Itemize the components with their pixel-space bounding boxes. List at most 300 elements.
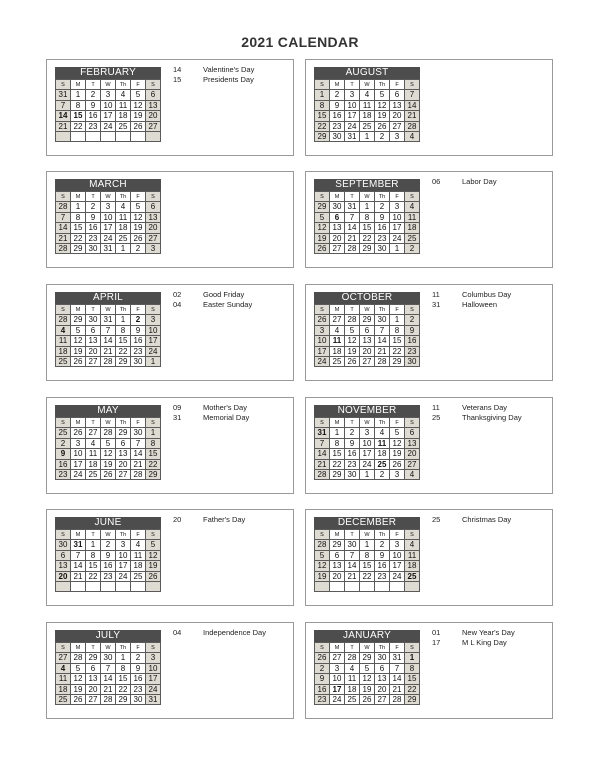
weekday-header: S <box>405 305 420 315</box>
day-cell: 2 <box>131 653 146 663</box>
day-cell: 28 <box>345 653 360 663</box>
day-cell: 28 <box>101 428 116 438</box>
day-cell: 26 <box>71 695 86 705</box>
day-cell: 10 <box>101 213 116 223</box>
day-cell: 7 <box>390 664 405 674</box>
day-cell: 31 <box>101 315 116 325</box>
day-cell: 24 <box>360 460 375 470</box>
day-cell: 25 <box>86 470 101 480</box>
day-cell: 27 <box>146 234 161 244</box>
day-cell: 24 <box>146 685 161 695</box>
day-cell: 13 <box>330 561 345 571</box>
day-cell: 4 <box>405 540 420 550</box>
day-cell: 13 <box>56 561 71 571</box>
day-cell: 14 <box>390 674 405 684</box>
day-cell: 20 <box>86 685 101 695</box>
day-cell: 8 <box>390 326 405 336</box>
day-cell: 19 <box>71 347 86 357</box>
weekday-header: S <box>315 80 330 90</box>
day-cell: 3 <box>330 664 345 674</box>
day-cell: 6 <box>56 551 71 561</box>
weekday-header: M <box>330 305 345 315</box>
weekday-header: W <box>360 418 375 428</box>
day-cell: 26 <box>146 572 161 582</box>
day-cell: 7 <box>56 101 71 111</box>
day-cell: 25 <box>56 428 71 438</box>
day-cell: 14 <box>56 111 71 121</box>
holiday-date: 14 <box>173 65 182 74</box>
day-cell: 19 <box>375 111 390 121</box>
day-cell: 28 <box>56 315 71 325</box>
weekday-header: S <box>56 305 71 315</box>
weekday-header: W <box>360 643 375 653</box>
day-cell: 20 <box>330 572 345 582</box>
day-cell: 18 <box>345 685 360 695</box>
day-cell <box>405 582 420 592</box>
day-cell: 21 <box>56 234 71 244</box>
day-cell: 29 <box>116 428 131 438</box>
weekday-header: W <box>360 530 375 540</box>
day-cell: 27 <box>330 315 345 325</box>
month-panel-april <box>46 284 294 381</box>
day-cell: 3 <box>360 428 375 438</box>
day-cell: 28 <box>405 122 420 132</box>
month-calendar <box>314 517 420 592</box>
day-cell: 15 <box>360 223 375 233</box>
day-cell: 16 <box>330 111 345 121</box>
day-cell: 2 <box>405 315 420 325</box>
month-calendar <box>314 630 420 705</box>
day-cell: 7 <box>405 90 420 100</box>
weekday-header: S <box>146 418 161 428</box>
month-panel-october <box>305 284 553 381</box>
day-cell: 14 <box>71 561 86 571</box>
day-cell: 5 <box>146 540 161 550</box>
day-cell: 4 <box>86 439 101 449</box>
weekday-header: T <box>345 530 360 540</box>
holiday-date: 15 <box>173 75 182 84</box>
day-cell: 29 <box>116 357 131 367</box>
day-cell: 4 <box>345 664 360 674</box>
month-name: SEPTEMBER <box>314 179 420 191</box>
holiday-list <box>432 290 511 310</box>
weekday-header: F <box>131 530 146 540</box>
day-cell: 20 <box>360 347 375 357</box>
holiday-date: 17 <box>432 638 441 647</box>
day-cell: 2 <box>131 315 146 325</box>
weekday-header: Th <box>375 530 390 540</box>
month-panel-march <box>46 171 294 268</box>
weekday-header: Th <box>116 418 131 428</box>
day-cell: 5 <box>360 664 375 674</box>
day-cell: 10 <box>330 674 345 684</box>
day-cell: 18 <box>375 449 390 459</box>
day-cell: 23 <box>56 470 71 480</box>
day-cell: 21 <box>405 111 420 121</box>
day-cell: 22 <box>116 347 131 357</box>
weekday-header: Th <box>375 305 390 315</box>
day-cell: 9 <box>86 213 101 223</box>
day-cell: 28 <box>375 357 390 367</box>
day-cell: 11 <box>131 551 146 561</box>
day-cell: 7 <box>56 213 71 223</box>
day-cell: 30 <box>56 540 71 550</box>
weekday-header: S <box>315 305 330 315</box>
weekday-header: F <box>390 192 405 202</box>
day-cell: 4 <box>375 428 390 438</box>
day-cell: 25 <box>116 234 131 244</box>
day-cell: 20 <box>116 460 131 470</box>
day-cell: 26 <box>390 460 405 470</box>
day-cell: 10 <box>390 551 405 561</box>
day-cell: 22 <box>116 685 131 695</box>
weekday-header: S <box>315 192 330 202</box>
holiday-name: M L King Day <box>462 638 507 647</box>
day-cell <box>101 132 116 142</box>
day-cell: 21 <box>131 460 146 470</box>
day-cell <box>86 582 101 592</box>
day-cell: 26 <box>101 470 116 480</box>
day-cell: 17 <box>146 674 161 684</box>
day-cell: 10 <box>345 101 360 111</box>
day-cell: 29 <box>71 315 86 325</box>
day-cell: 16 <box>101 561 116 571</box>
day-cell: 6 <box>146 202 161 212</box>
day-cell: 27 <box>330 244 345 254</box>
day-cell <box>101 582 116 592</box>
weekday-header: W <box>101 643 116 653</box>
day-cell: 1 <box>86 540 101 550</box>
day-cell: 22 <box>315 122 330 132</box>
holiday-name: Veterans Day <box>462 403 508 412</box>
holiday-item <box>173 300 252 310</box>
day-cell: 30 <box>345 470 360 480</box>
day-cell: 29 <box>360 244 375 254</box>
day-cell: 1 <box>116 315 131 325</box>
day-grid <box>314 417 420 480</box>
day-cell: 1 <box>360 132 375 142</box>
day-cell: 20 <box>375 685 390 695</box>
weekday-header: Th <box>116 305 131 315</box>
day-cell: 1 <box>71 202 86 212</box>
day-cell: 6 <box>86 326 101 336</box>
holiday-name: Father's Day <box>203 515 246 524</box>
weekday-header: Th <box>375 192 390 202</box>
day-grid <box>55 79 161 142</box>
holiday-item <box>173 515 245 525</box>
month-calendar <box>55 405 161 480</box>
day-cell: 18 <box>405 561 420 571</box>
holiday-item <box>432 177 497 187</box>
day-cell: 21 <box>390 685 405 695</box>
day-cell: 7 <box>101 326 116 336</box>
month-name: DECEMBER <box>314 517 420 529</box>
holiday-item <box>173 628 266 638</box>
day-cell: 19 <box>315 572 330 582</box>
day-cell: 15 <box>116 336 131 346</box>
day-cell: 2 <box>131 244 146 254</box>
day-cell: 9 <box>315 674 330 684</box>
day-cell: 25 <box>345 695 360 705</box>
day-cell: 31 <box>345 132 360 142</box>
day-cell <box>146 582 161 592</box>
day-cell: 9 <box>375 551 390 561</box>
weekday-header: M <box>71 530 86 540</box>
day-cell: 3 <box>101 90 116 100</box>
day-cell: 12 <box>345 336 360 346</box>
weekday-header: Th <box>375 643 390 653</box>
holiday-list <box>173 515 245 525</box>
day-cell: 21 <box>71 572 86 582</box>
holiday-item <box>432 638 515 648</box>
day-cell: 1 <box>116 244 131 254</box>
day-cell: 10 <box>360 439 375 449</box>
day-cell: 24 <box>330 695 345 705</box>
day-cell: 23 <box>101 572 116 582</box>
day-cell: 22 <box>71 234 86 244</box>
day-cell: 21 <box>375 347 390 357</box>
month-calendar <box>55 67 161 142</box>
day-cell: 13 <box>116 449 131 459</box>
weekday-header: M <box>71 80 86 90</box>
day-cell: 16 <box>86 223 101 233</box>
month-panel-june <box>46 509 294 606</box>
weekday-header: W <box>360 80 375 90</box>
month-name: NOVEMBER <box>314 405 420 417</box>
day-cell: 19 <box>71 685 86 695</box>
day-cell: 6 <box>330 551 345 561</box>
holiday-date: 06 <box>432 177 441 186</box>
weekday-header: S <box>146 530 161 540</box>
holiday-item <box>432 515 511 525</box>
day-grid <box>55 304 161 367</box>
day-cell: 25 <box>56 357 71 367</box>
day-cell: 1 <box>390 315 405 325</box>
weekday-header: S <box>146 643 161 653</box>
weekday-header: F <box>390 643 405 653</box>
day-cell: 3 <box>146 244 161 254</box>
month-calendar <box>314 292 420 367</box>
day-cell: 26 <box>315 315 330 325</box>
weekday-header: S <box>56 192 71 202</box>
weekday-header: M <box>330 530 345 540</box>
day-cell: 17 <box>116 561 131 571</box>
day-cell: 28 <box>345 315 360 325</box>
day-cell: 3 <box>116 540 131 550</box>
month-panel-december <box>305 509 553 606</box>
day-cell <box>71 132 86 142</box>
holiday-list <box>173 403 249 423</box>
day-cell: 7 <box>101 664 116 674</box>
day-cell: 1 <box>360 470 375 480</box>
day-cell: 20 <box>390 111 405 121</box>
day-cell: 1 <box>360 540 375 550</box>
day-cell: 6 <box>375 664 390 674</box>
day-cell: 3 <box>390 540 405 550</box>
holiday-name: Good Friday <box>203 290 245 299</box>
day-cell: 24 <box>390 234 405 244</box>
holiday-date: 20 <box>173 515 182 524</box>
day-cell: 14 <box>131 449 146 459</box>
day-cell: 30 <box>345 540 360 550</box>
day-cell: 21 <box>315 460 330 470</box>
day-cell: 10 <box>146 664 161 674</box>
day-cell: 14 <box>101 336 116 346</box>
day-cell: 23 <box>375 234 390 244</box>
day-cell: 30 <box>86 244 101 254</box>
holiday-item <box>173 413 249 423</box>
day-cell: 1 <box>146 357 161 367</box>
month-panel-july <box>46 622 294 719</box>
day-cell: 3 <box>146 315 161 325</box>
day-cell <box>86 132 101 142</box>
month-name: FEBRUARY <box>55 67 161 79</box>
day-cell: 25 <box>116 122 131 132</box>
weekday-header: Th <box>116 530 131 540</box>
holiday-item <box>173 75 254 85</box>
day-cell: 8 <box>116 326 131 336</box>
day-cell <box>375 582 390 592</box>
day-cell: 5 <box>345 326 360 336</box>
page-title: 2021 CALENDAR <box>241 34 359 50</box>
day-cell: 28 <box>71 653 86 663</box>
day-cell: 27 <box>390 122 405 132</box>
day-cell: 25 <box>56 695 71 705</box>
day-cell: 15 <box>86 561 101 571</box>
weekday-header: S <box>146 305 161 315</box>
day-cell: 4 <box>330 326 345 336</box>
weekday-header: T <box>345 80 360 90</box>
day-cell: 22 <box>390 347 405 357</box>
weekday-header: T <box>345 643 360 653</box>
holiday-list <box>173 65 254 85</box>
month-name: AUGUST <box>314 67 420 79</box>
holiday-date: 31 <box>432 300 441 309</box>
day-cell: 28 <box>56 202 71 212</box>
day-cell: 9 <box>131 664 146 674</box>
day-cell: 19 <box>360 685 375 695</box>
day-cell: 31 <box>101 244 116 254</box>
weekday-header: F <box>131 80 146 90</box>
holiday-name: Valentine's Day <box>203 65 255 74</box>
day-cell: 2 <box>101 540 116 550</box>
day-cell: 10 <box>71 449 86 459</box>
day-cell: 6 <box>146 90 161 100</box>
day-cell: 27 <box>360 357 375 367</box>
weekday-header: Th <box>116 192 131 202</box>
day-cell: 23 <box>330 122 345 132</box>
day-cell: 14 <box>405 101 420 111</box>
day-cell: 11 <box>86 449 101 459</box>
day-cell: 15 <box>116 674 131 684</box>
holiday-date: 04 <box>173 300 182 309</box>
day-cell: 7 <box>71 551 86 561</box>
day-cell: 1 <box>146 428 161 438</box>
month-panel-september <box>305 171 553 268</box>
day-cell: 6 <box>390 90 405 100</box>
holiday-list <box>432 177 497 187</box>
weekday-header: S <box>315 530 330 540</box>
day-cell: 28 <box>101 695 116 705</box>
holiday-date: 09 <box>173 403 182 412</box>
weekday-header: W <box>101 418 116 428</box>
day-cell: 1 <box>71 90 86 100</box>
day-cell: 10 <box>390 213 405 223</box>
month-name: JULY <box>55 630 161 642</box>
day-cell <box>330 582 345 592</box>
day-cell: 18 <box>56 685 71 695</box>
holiday-date: 25 <box>432 515 441 524</box>
day-cell: 13 <box>405 439 420 449</box>
day-cell: 22 <box>146 460 161 470</box>
day-cell: 8 <box>116 664 131 674</box>
day-cell: 8 <box>86 551 101 561</box>
month-calendar <box>314 405 420 480</box>
day-cell: 12 <box>146 551 161 561</box>
weekday-header: M <box>71 192 86 202</box>
day-cell: 25 <box>405 234 420 244</box>
day-cell: 27 <box>56 653 71 663</box>
day-cell: 2 <box>375 132 390 142</box>
holiday-item <box>432 628 515 638</box>
weekday-header: M <box>71 643 86 653</box>
day-cell: 12 <box>315 561 330 571</box>
day-cell: 14 <box>56 223 71 233</box>
day-cell: 12 <box>315 223 330 233</box>
holiday-name: Mother's Day <box>203 403 247 412</box>
day-cell: 8 <box>146 439 161 449</box>
day-cell: 11 <box>116 213 131 223</box>
weekday-header: S <box>56 643 71 653</box>
day-cell: 6 <box>405 428 420 438</box>
day-cell: 24 <box>146 347 161 357</box>
day-cell: 2 <box>375 540 390 550</box>
weekday-header: W <box>101 305 116 315</box>
day-cell: 1 <box>315 90 330 100</box>
weekday-header: S <box>56 80 71 90</box>
day-cell: 21 <box>101 347 116 357</box>
day-cell: 22 <box>71 122 86 132</box>
day-cell: 26 <box>345 357 360 367</box>
holiday-name: Labor Day <box>462 177 497 186</box>
holiday-date: 04 <box>173 628 182 637</box>
day-cell: 3 <box>101 202 116 212</box>
holiday-date: 25 <box>432 413 441 422</box>
day-cell: 9 <box>131 326 146 336</box>
day-cell: 8 <box>360 213 375 223</box>
day-cell: 16 <box>131 674 146 684</box>
day-grid <box>314 529 420 592</box>
day-cell: 21 <box>345 234 360 244</box>
day-cell <box>360 582 375 592</box>
holiday-list <box>432 628 515 648</box>
day-cell: 18 <box>131 561 146 571</box>
day-cell: 12 <box>390 439 405 449</box>
day-cell: 28 <box>56 244 71 254</box>
weekday-header: M <box>71 418 86 428</box>
day-cell: 12 <box>71 336 86 346</box>
day-cell <box>71 582 86 592</box>
day-cell: 14 <box>375 336 390 346</box>
day-cell: 10 <box>101 101 116 111</box>
day-cell: 11 <box>360 101 375 111</box>
day-cell: 27 <box>86 357 101 367</box>
day-cell <box>56 582 71 592</box>
day-cell: 17 <box>315 347 330 357</box>
day-cell: 16 <box>315 685 330 695</box>
day-cell: 27 <box>146 122 161 132</box>
day-cell: 23 <box>405 347 420 357</box>
